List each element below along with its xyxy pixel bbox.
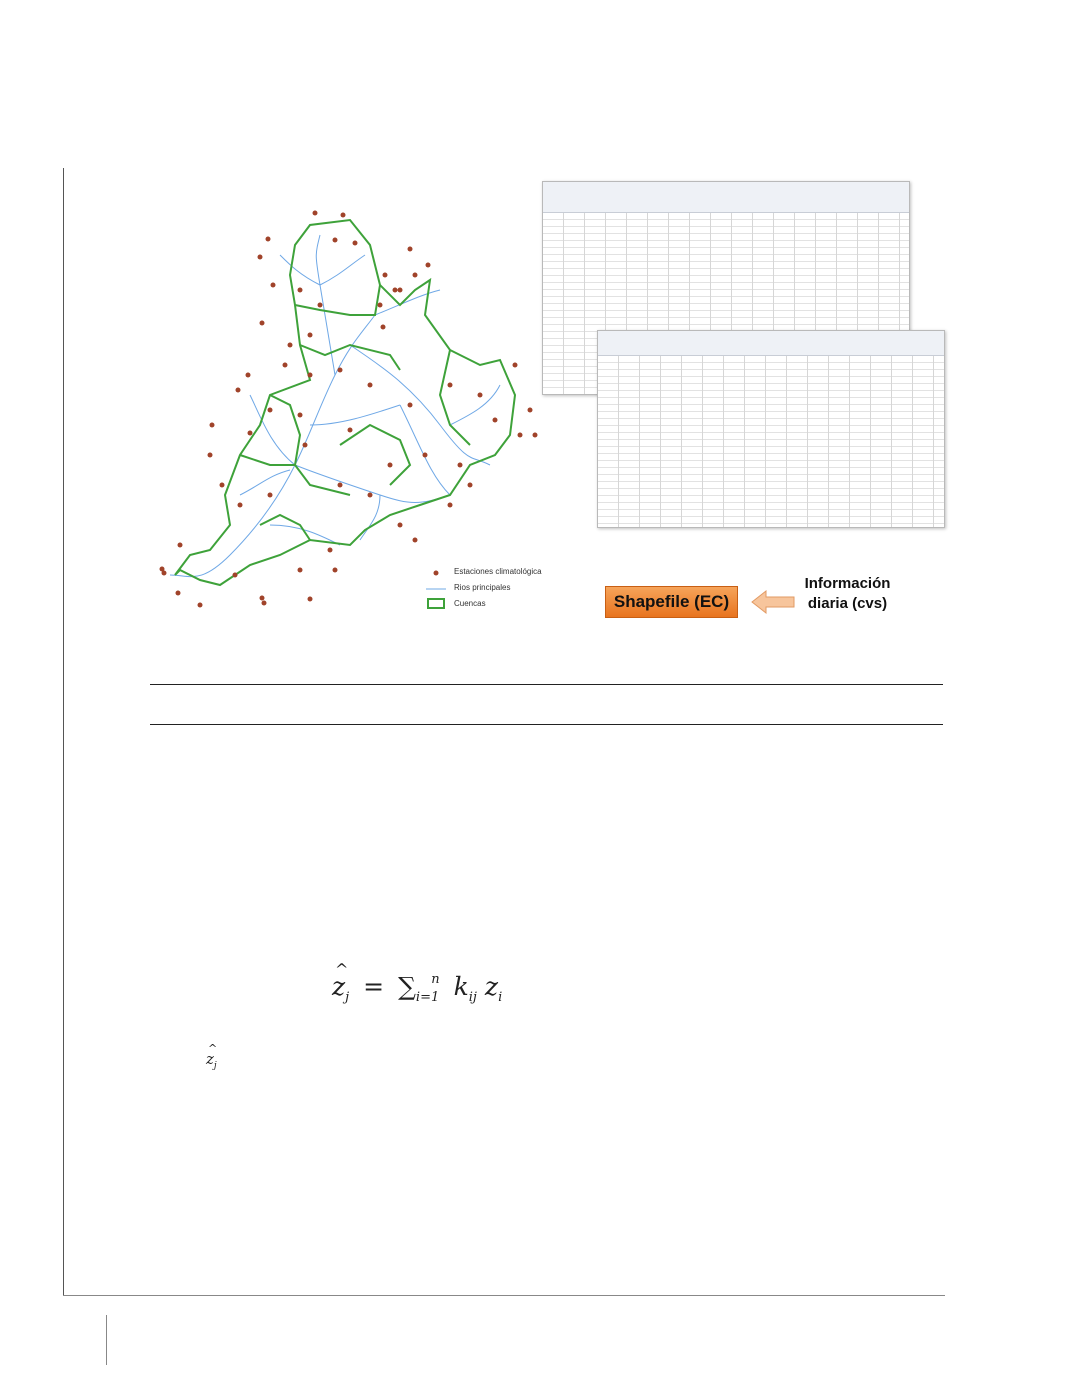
spreadsheet-grid (598, 356, 944, 527)
shapefile-box: Shapefile (EC) (605, 586, 738, 618)
formula-term-k-sub: ij (468, 990, 477, 1005)
rivers (170, 235, 500, 577)
formula-term-k: k (453, 972, 469, 1001)
daily-info-line1: Información (804, 575, 891, 592)
legend-station-marker (434, 571, 439, 576)
formula-sum: ∑ (398, 972, 416, 1001)
legend-stations-label: Estaciones climatológica (454, 567, 542, 576)
table-bottom-rule (150, 724, 943, 725)
daily-info-label (790, 574, 905, 614)
formula-sum-lower: i=1 (415, 990, 440, 1005)
spreadsheet-ribbon (598, 331, 944, 356)
kriging-formula (332, 972, 502, 1005)
legend-basins-label: Cuencas (454, 599, 486, 608)
daily-info-line2: diaria (cvs) (807, 595, 888, 612)
inline-zj-symbol (206, 1050, 217, 1071)
stations (160, 211, 538, 608)
left-margin-line (63, 168, 64, 1295)
formula-equals: = (363, 972, 385, 1001)
legend-basin-box (428, 599, 444, 608)
formula-term-z: z (484, 972, 499, 1001)
formula-term-z-sub: i (498, 990, 503, 1005)
map-legend-symbols (426, 571, 446, 609)
formula-sum-upper: n (431, 972, 440, 987)
formula-lhs-sub: j (345, 990, 350, 1005)
table-top-rule (150, 684, 943, 685)
figure (150, 175, 945, 645)
spreadsheet-ribbon (543, 182, 909, 213)
basins (175, 220, 515, 585)
legend-rivers-label: Rios principales (454, 583, 511, 592)
bottom-margin-line (63, 1295, 945, 1296)
inline-symbol-sub: j (213, 1061, 217, 1071)
inline-symbol-base: ^ z (206, 1050, 214, 1068)
formula-lhs: ^ z (332, 972, 345, 1001)
spreadsheet-window-2 (597, 330, 945, 528)
footer-line (106, 1315, 107, 1365)
